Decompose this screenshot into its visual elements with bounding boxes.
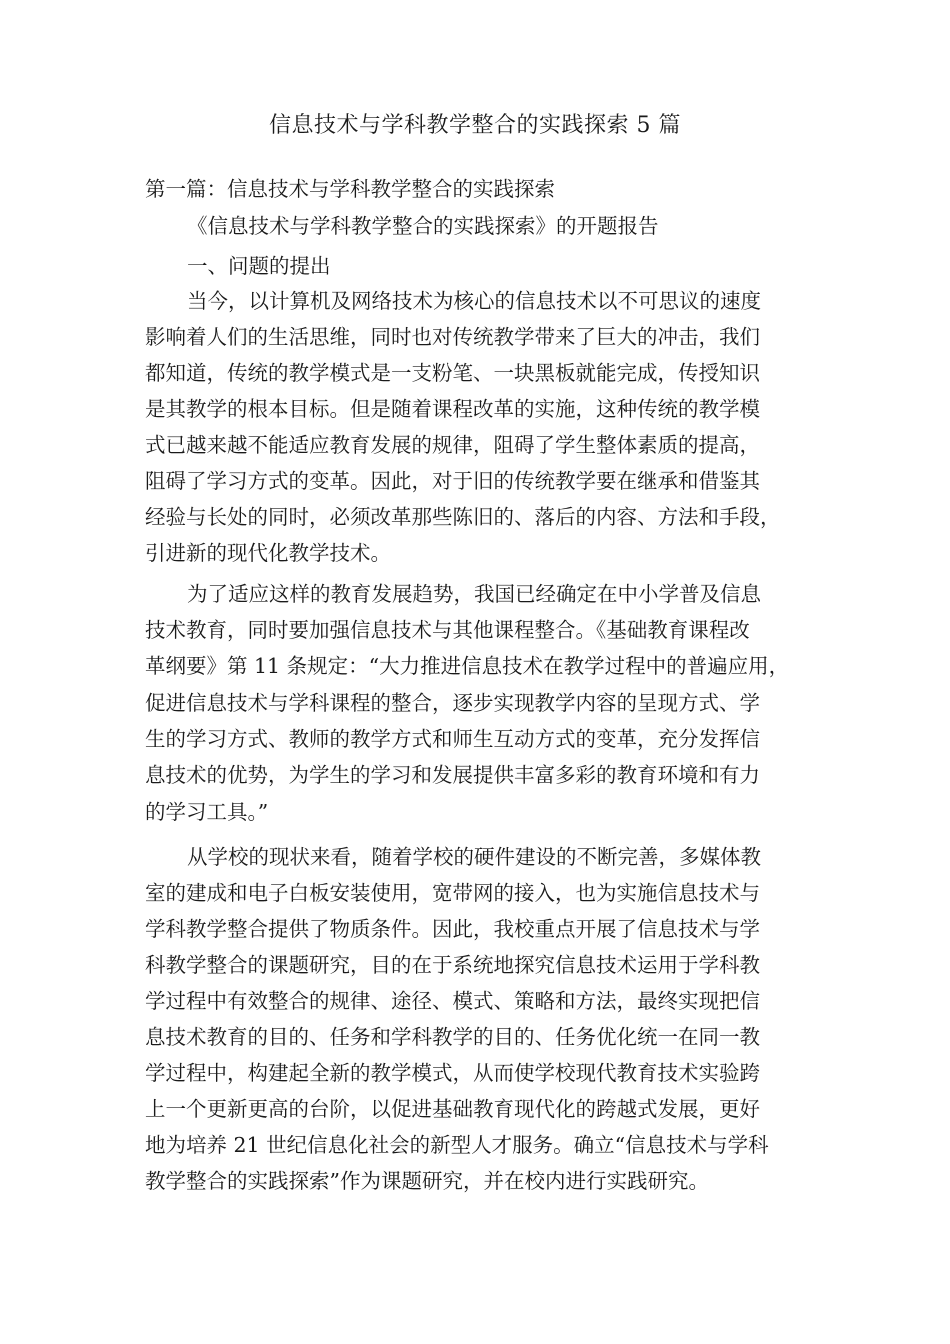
paragraph3-line: 从学校的现状来看，随着学校的硬件建设的不断完善，多媒体教 [187,845,761,869]
paragraph2-line: 的学习工具。” [145,800,269,824]
paragraph3-line: 学过程中，构建起全新的教学模式，从而使学校现代教育技术实验跨 [145,1061,760,1085]
paragraph3-line: 室的建成和电子白板安装使用，宽带网的接入，也为实施信息技术与 [145,881,760,905]
report-title: 《信息技术与学科教学整合的实践探索》的开题报告 [187,214,659,238]
paragraph1-line: 都知道，传统的教学模式是一支粉笔、一块黑板就能完成，传授知识 [145,361,760,385]
paragraph1-line: 是其教学的根本目标。但是随着课程改革的实施，这种传统的教学模 [145,397,760,421]
paragraph1-line: 阻碍了学习方式的变革。因此，对于旧的传统教学要在继承和借鉴其 [145,469,760,493]
paragraph1-line: 影响着人们的生活思维，同时也对传统教学带来了巨大的冲击，我们 [145,325,760,349]
subheading: 一、问题的提出 [187,254,331,278]
document-title: 信息技术与学科教学整合的实践探索 5 篇 [269,113,681,138]
paragraph3-line: 科教学整合的课题研究，目的在于系统地探究信息技术运用于学科教 [145,953,760,977]
paragraph2-line: 息技术的优势，为学生的学习和发展提供丰富多彩的教育环境和有力 [145,763,760,787]
paragraph3-line: 地为培养 21 世纪信息化社会的新型人才服务。确立“信息技术与学科 [145,1133,769,1157]
paragraph2-line: 为了适应这样的教育发展趋势，我国已经确定在中小学普及信息 [187,582,761,606]
paragraph2-line: 技术教育，同时要加强信息技术与其他课程整合。《基础教育课程改 [145,618,750,642]
paragraph1-line: 引进新的现代化教学技术。 [145,541,391,565]
paragraph2-line: 促进信息技术与学科课程的整合，逐步实现教学内容的呈现方式、学 [145,691,760,715]
paragraph3-line: 教学整合的实践探索”作为课题研究，并在校内进行实践研究。 [145,1169,709,1193]
paragraph1-line: 式已越来越不能适应教育发展的规律，阻碍了学生整体素质的提高， [145,433,760,457]
paragraph3-line: 学科教学整合提供了物质条件。因此，我校重点开展了信息技术与学 [145,917,760,941]
paragraph3-line: 上一个更新更高的台阶，以促进基础教育现代化的跨越式发展，更好 [145,1097,760,1121]
paragraph3-line: 学过程中有效整合的规律、途径、模式、策略和方法，最终实现把信 [145,989,760,1013]
paragraph2-line: 生的学习方式、教师的教学方式和师生互动方式的变革，充分发挥信 [145,727,760,751]
section-heading: 第一篇：信息技术与学科教学整合的实践探索 [145,177,555,201]
paragraph2-line: 革纲要》第 11 条规定：“大力推进信息技术在教学过程中的普遍应用， [145,654,790,678]
paragraph1-line: 经验与长处的同时，必须改革那些陈旧的、落后的内容、方法和手段， [145,505,781,529]
paragraph1-line: 当今，以计算机及网络技术为核心的信息技术以不可思议的速度 [187,289,761,313]
paragraph3-line: 息技术教育的目的、任务和学科教学的目的、任务优化统一在同一教 [145,1025,760,1049]
